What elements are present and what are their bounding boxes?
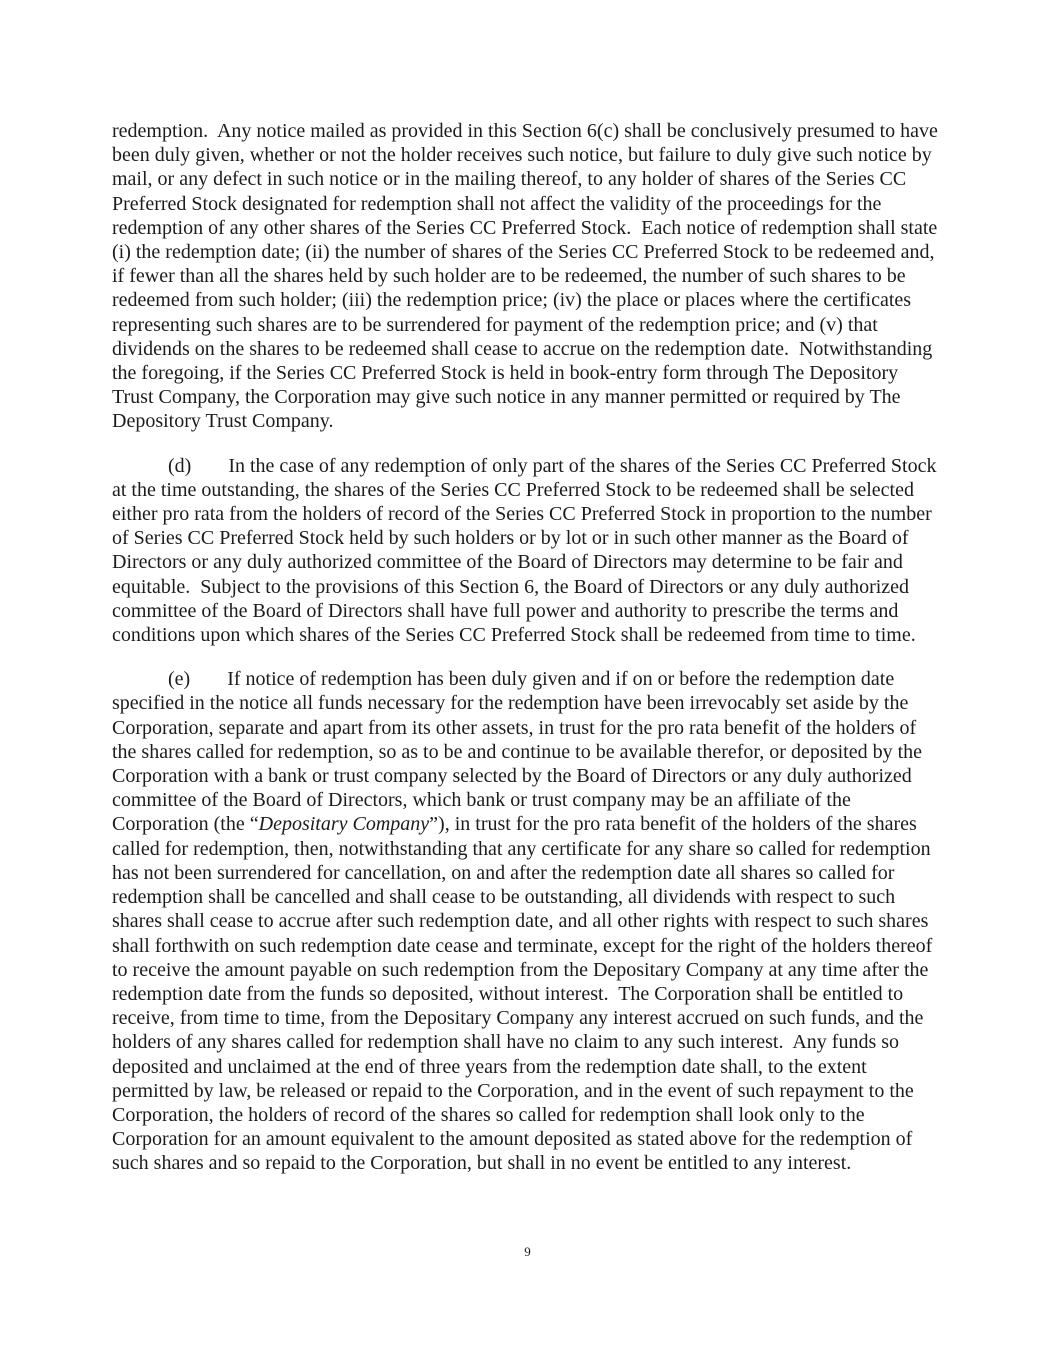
subsection-label-d: (d) [168, 454, 192, 477]
document-body [112, 119, 944, 1196]
paragraph-text: In the case of any redemption of only part of the shares of the Series CC Preferred Stock at the time outstanding, the shares of the Series CC Preferred Stock to be redeemed shall be selected either pro rata from the holders of record of the Series CC Preferred Stock in proportion to the number of Series CC Preferred Stock held by such holders or by lot or in such other manner as the Board of Directors or any duly authorized committee of the Board of Directors may determine to be fair and equitable. Subject to the provisions of this Section 6, the Board of Directors or any duly authorized committee of the Board of Directors shall have full power and authority to prescribe the terms and conditions upon which shares of the Series CC Preferred Stock shall be redeemed from time to time. [112, 454, 942, 647]
paragraph-subsection-e [112, 667, 944, 1175]
paragraph-text: ”), in trust for the pro rata benefit of the holders of the shares called for redemption, then, notwithstanding that any certificate for any share so called for redemption has not been surrendered for cancellation, on and after the redemption date all shares so called for redemption shall be cancelled and shall cease to be outstanding, all dividends with respect to such shares shall cease to accrue after such redemption date, and all other rights with respect to such shares shall forthwith on such redemption date cease and terminate, except for the right of the holders thereof to receive the amount payable on such redemption from the Depositary Company at any time after the redemption date from the funds so deposited, without interest. The Corporation shall be entitled to receive, from time to time, from the Depositary Company any interest accrued on such funds, and the holders of any shares called for redemption shall have no claim to any such interest. Any funds so deposited and unclaimed at the end of three years from the redemption date shall, to the extent permitted by law, be released or repaid to the Corporation, and in the event of such repayment to the Corporation, the holders of record of the shares so called for redemption shall look only to the Corporation for an amount equivalent to the amount deposited as stated above for the redemption of such shares and so repaid to the Corporation, but shall in no event be entitled to any interest. [112, 813, 938, 1175]
paragraph-text: If notice of redemption has been duly given and if on or before the redemption date specified in the notice all funds necessary for the redemption have been irrevocably set aside by the Corporation, separate and apart from its other assets, in trust for the pro rata benefit of the holders of the shares called for redemption, so as to be and continue to be available therefor, or deposited by the Corporation with a bank or trust company selected by the Board of Directors or any duly authorized committee of the Board of Directors, which bank or trust company may be an affiliate of the Corporation (the “ [112, 668, 928, 836]
subsection-label-e: (e) [168, 668, 191, 691]
paragraph-text: redemption. Any notice mailed as provided in this Section 6(c) shall be conclusively presumed to have been duly given, whether or not the holder receives such notice, but failure to duly give such notice by mail, or any defect in such notice or in the mailing thereof, to any holder of shares of the Series CC Preferred Stock designated for redemption shall not affect the validity of the proceedings for the redemption of any other shares of the Series CC Preferred Stock. Each notice of redemption shall state (i) the redemption date; (ii) the number of shares of the Series CC Preferred Stock to be redeemed and, if fewer than all the shares held by such holder are to be redeemed, the number of such shares to be redeemed from such holder; (iii) the redemption price; (iv) the place or places where the certificates representing such shares are to be surrendered for payment of the redemption price; and (v) that dividends on the shares to be redeemed shall cease to accrue on the redemption date. Notwithstanding the foregoing, if the Series CC Preferred Stock is held in book-entry form through The Depository Trust Company, the Corporation may give such notice in any manner permitted or required by The Depository Trust Company. [112, 120, 943, 433]
page-number: 9 [524, 1244, 531, 1259]
paragraph-continuation [112, 119, 944, 434]
paragraph-subsection-d [112, 454, 944, 648]
defined-term-depositary-company: Depositary Company [258, 813, 430, 836]
